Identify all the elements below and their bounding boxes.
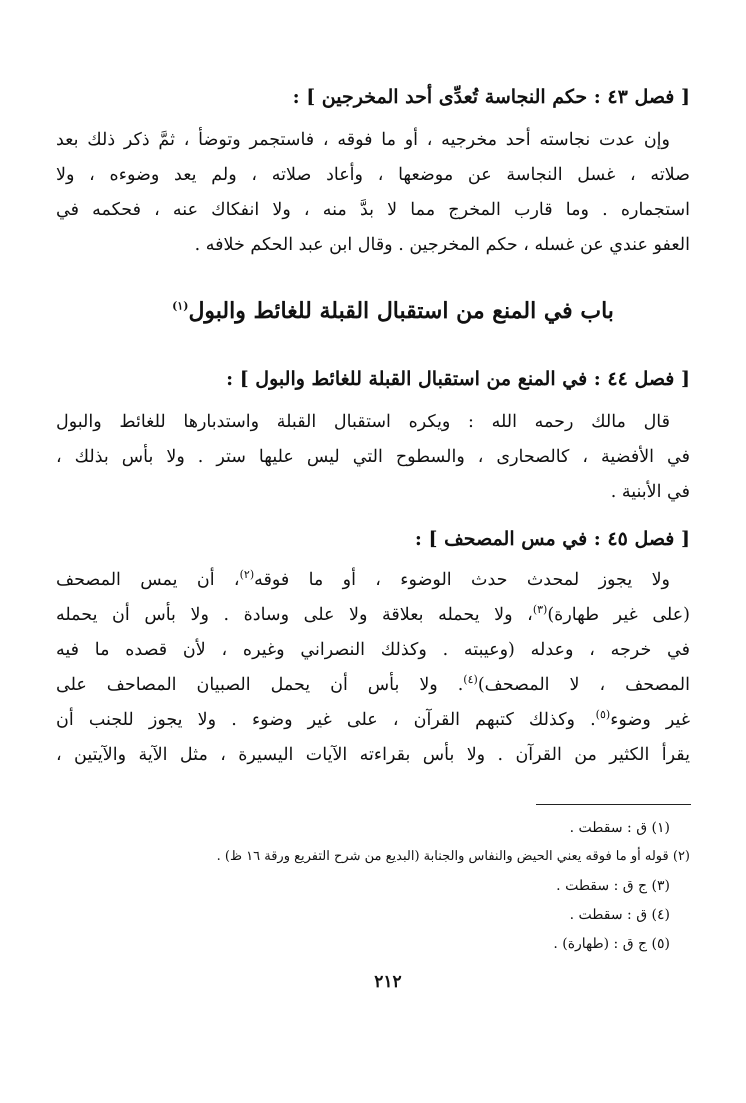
footnote-marker: (٢) [239,568,255,582]
footnote: (٥) ج ق : (طهارة) . [553,936,670,952]
paragraph-line [0,673,746,697]
footnote: (٢) قوله أو ما فوقه يعني الحيض والنفاس والجنابة (البديع من شرح التفريع ورقة ١٦ ظ) . [216,849,690,864]
paragraph-line [0,708,746,732]
section-45-heading [0,526,746,552]
page-number: ٢١٢ [374,972,402,992]
section-heading-text: [ فصل ٤٣ : حكم النجاسة تُعدِّى أحد المخرجين ] : [292,86,690,108]
paragraph-line: يقرأ الكثير من القرآن . ولا بأس بقراءته الآيات اليسيرة ، مثل الآية والآيتين ، [56,745,690,765]
paragraph-line: وإن عدت نجاسته أحد مخرجيه ، أو ما فوقه ، فاستجمر وتوضأ ، ثمَّ ذكر ذلك بعد [56,130,670,150]
footnote-marker: (١) [172,299,189,313]
paragraph-line: في خرجه ، وعدله (وعيبته . وكذلك النصراني وغيره ، لأن قصده ما فيه [56,640,690,660]
section-44-heading [0,366,746,392]
paragraph-line [0,568,746,592]
line-text: المصحف ، لا المصحف) [477,675,690,695]
paragraph-line: قال مالك رحمه الله : ويكره استقبال القبلة واستدبارها للغائط والبول [56,412,670,432]
footnote: (٣) ج ق : سقطت . [556,878,670,894]
paragraph-line: العفو عندي عن غسله ، حكم المخرجين . وقال ابن عبد الحكم خلافه . [194,235,690,255]
chapter-title [0,296,746,326]
line-text: غير وضوء [610,710,690,730]
paragraph-line: صلاته ، غسل النجاسة عن موضعها ، وأعاد صلاته ، ولم يعد وضوءه ، ولا [56,165,690,185]
footnote-marker: (٣) [532,603,548,617]
line-text: ، أن يمس المصحف [56,570,240,590]
footnote-divider [536,804,691,805]
line-text: . وكذلك كتبهم القرآن ، على غير وضوء . ولا يجوز للجنب أن [56,710,596,730]
chapter-title-text: باب في المنع من استقبال القبلة للغائط والبول [188,298,614,324]
footnote: (١) ق : سقطت . [569,820,670,836]
section-heading-text: [ فصل ٤٤ : في المنع من استقبال القبلة للغائط والبول ] : [226,368,690,390]
paragraph-line: في الأفضية ، كالصحارى ، والسطوح التي ليس عليها ستر . ولا بأس بذلك ، [56,447,690,467]
footnote: (٤) ق : سقطت . [569,907,670,923]
paragraph-line: في الأبنية . [610,482,690,502]
footnote-marker: (٥) [595,708,611,722]
line-text: (على غير طهارة) [547,605,690,625]
footnote-marker: (٤) [463,673,478,687]
paragraph-line [0,603,746,627]
section-43-heading [0,84,746,110]
line-text: . ولا بأس أن يحمل الصبيان المصاحف على [56,675,464,695]
line-text: ، ولا يحمله بعلاقة ولا على وسادة . ولا بأس أن يحمله [56,605,533,625]
line-text: ولا يجوز لمحدث حدث الوضوء ، أو ما فوقه [254,570,670,590]
paragraph-line: استجماره . وما قارب المخرج مما لا بدَّ منه ، ولا انفكاك عنه ، فحكمه في [56,200,690,220]
section-heading-text: [ فصل ٤٥ : في مس المصحف ] : [414,528,690,550]
